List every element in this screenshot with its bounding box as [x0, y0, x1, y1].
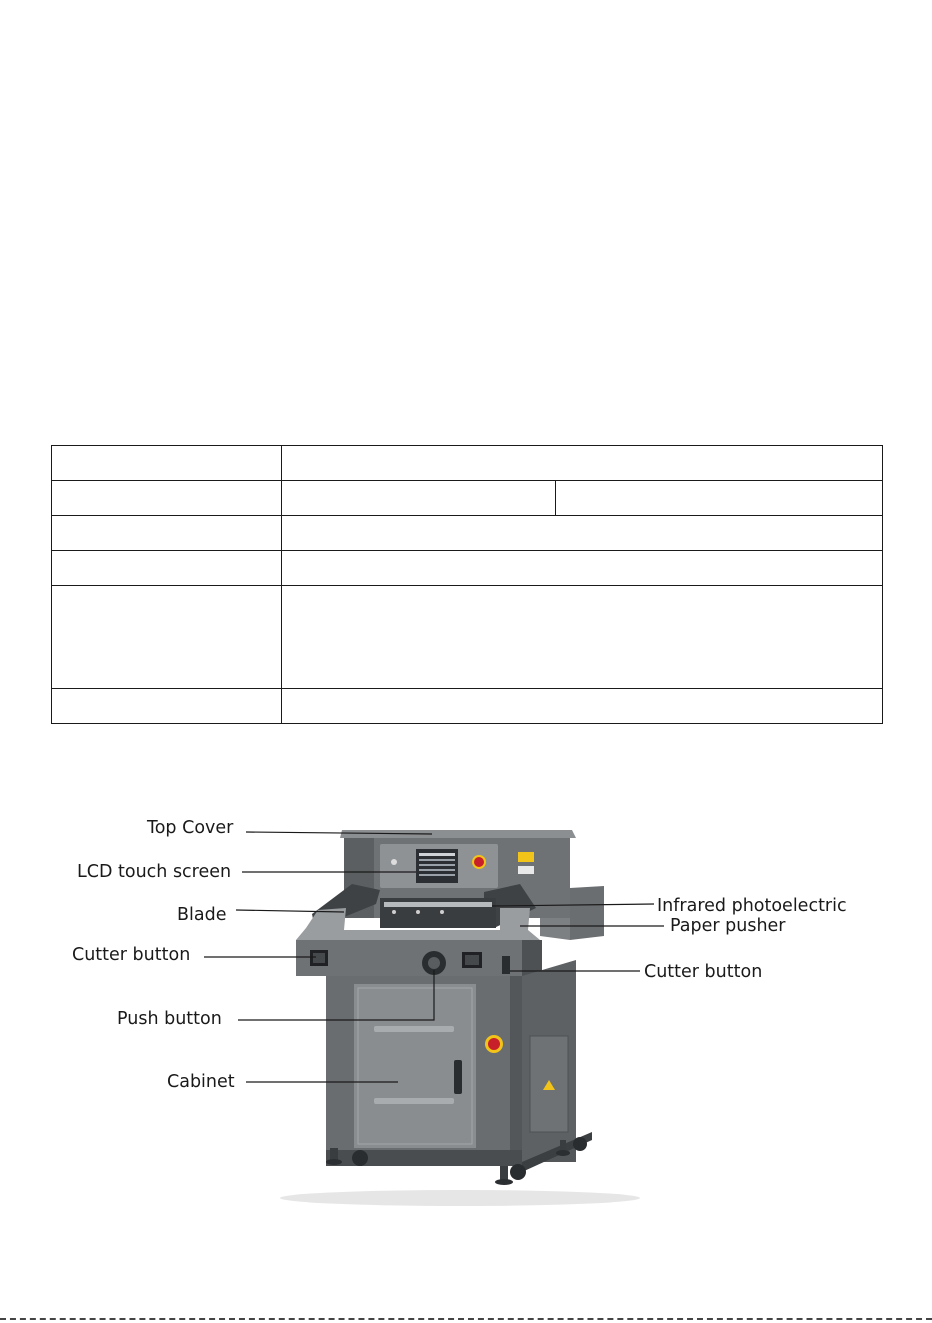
table-cell	[556, 481, 883, 516]
front-panel	[296, 940, 522, 976]
callout-cutter-button-left: Cutter button	[72, 945, 191, 965]
callout-blade: Blade	[177, 905, 227, 925]
table-cell	[52, 586, 282, 689]
table-cell	[282, 446, 883, 481]
table-cell	[282, 551, 883, 586]
indicator-light	[391, 859, 397, 865]
table-row	[52, 481, 883, 516]
door-handle	[454, 1060, 462, 1094]
table-cell	[52, 446, 282, 481]
table-row	[52, 689, 883, 724]
page-bottom-border	[0, 1318, 932, 1320]
table-cell	[282, 516, 883, 551]
paper-cutter-illustration	[0, 780, 932, 1220]
spec-table	[51, 445, 883, 724]
callout-top-cover: Top Cover	[147, 818, 234, 838]
table-cell	[282, 481, 556, 516]
callout-infrared-photoelectric: Infrared photoelectric	[657, 896, 847, 916]
table-row	[52, 551, 883, 586]
callout-paper-pusher: Paper pusher	[670, 916, 786, 936]
table-cell	[52, 481, 282, 516]
callout-lcd-touch-screen: LCD touch screen	[77, 862, 232, 882]
table-cell	[282, 689, 883, 724]
table-cell	[282, 586, 883, 689]
emergency-stop-top	[474, 857, 484, 867]
callout-cabinet: Cabinet	[167, 1072, 235, 1092]
table-cell	[52, 689, 282, 724]
blade	[384, 902, 492, 907]
callout-cutter-button-right: Cutter button	[644, 962, 763, 982]
paper-cutter-diagram	[0, 780, 932, 1220]
warning-label	[518, 852, 534, 862]
table-row	[52, 516, 883, 551]
table-cell	[52, 516, 282, 551]
side-tray	[570, 886, 604, 940]
table-row	[52, 586, 883, 689]
table-cell	[52, 551, 282, 586]
callout-push-button: Push button	[117, 1009, 222, 1029]
emergency-stop-side	[488, 1038, 500, 1050]
top-cover	[340, 830, 576, 838]
table-row	[52, 446, 883, 481]
